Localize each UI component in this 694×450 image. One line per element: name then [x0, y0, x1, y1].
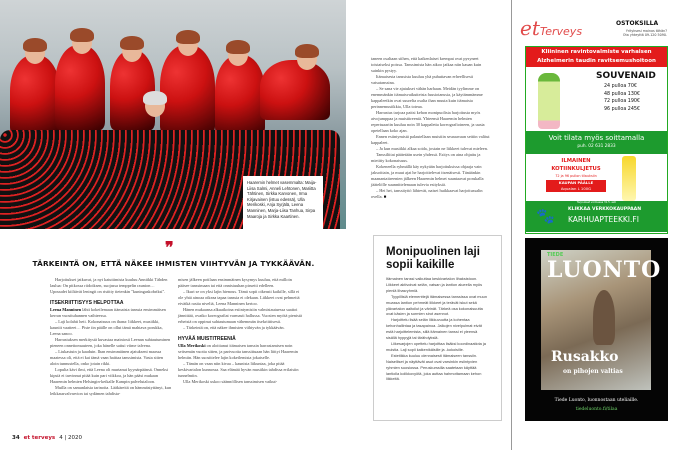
- paragraph: Itämaisesta tanssista kuuluu yhä puhuttavan erheellisesti vatsatanssina.: [371, 74, 474, 85]
- paragraph: – Ja kun musiikki alkaa soida, jostain ne liikkeet tulevat mieleen.: [376, 146, 488, 151]
- ad-section-title: OSTOKSILLA: [616, 20, 659, 27]
- souvenaid-ad[interactable]: [525, 46, 668, 234]
- ad-contact-info: Yrityksesi mainos tähän? Ota yhteyttä 09-120 5090.: [622, 29, 667, 37]
- paragraph: Harjoittelu lisää selän liikkuvuutta ja kohentaa kehonhallintaa ja tasapainoa. Jalkojen nivelpulmat eivät estä harjoittelemista, sillä itämainen tanssi ei yleensä sisällä hyppyjä tai tärähdyksiä.: [386, 317, 482, 341]
- subscribe-link[interactable]: tiedeluonto.fi/tilaa: [575, 407, 618, 412]
- paw-icon: 🐾: [536, 207, 555, 225]
- article-column-1: [50, 277, 172, 397]
- paragraph: Muilla on samanlaisia tarinoita. Lääkäreitä on hämmästyttänyt, kun leikkausvalvarvion tai sydämen tahdista-: [50, 385, 172, 396]
- paragraph: Itämainen tanssi vaikuttaa keskivartalon lihaksistoon. Liikkeet aktivoivat selän, vatsan ja lantion alueella myös pieniä lihasryhmiä.: [386, 276, 483, 293]
- photo-caption: Haaremin helmet vasemmalta: Maija-Liisa Salmi, Anneli Lehtonen, Mariitta Tähtinen, Sirkka Karvonen, Irma Kirjavainen (istuu edessä), Ulla Merikoski, Anja Syrjälä, Leena Manninen, Marja-Liisa Tanhua, Sirpa Maaroja ja Sirkka Kaartinen.: [243, 176, 323, 229]
- person-name: Leena Manninen: [50, 307, 82, 312]
- paragraph: Ennen esiintymistä palautellaan muistiin seuraavaan settiin valitut kappaleet.: [371, 134, 490, 145]
- issue-number: 4 | 2020: [59, 435, 83, 441]
- subheading: ITSEKRIITTISYYS HELPOTTAA: [50, 300, 124, 306]
- paragraph: Lopulta kävi ilmi, että Leena oli murtanut kyynärpäänsä. Onneksi kipsiä ei tarvinnut pitää kuin pari viikkoa, ja hän pääsi mukaan Haaremin helmien Helsingin-keikalle Kampin palvelutaloon.: [50, 367, 169, 384]
- paragraph: taneen osaltaan siihen, että kaikenlaiset krempat ovat pysyneet toistaiseksi poissa. Tanssimista hän aikoo jatkaa niin kauan kuin suinkin pystyy.: [371, 56, 482, 73]
- quote-icon: ❞: [165, 238, 174, 257]
- order-by-phone: Voit tilata myös soittamalla puh. 02 631 2833: [526, 131, 667, 154]
- paragraph: Tanssiliitat päätetään usein yhdessä. Esitys on aina ohjattu ja mietitty kokonaisuus.: [371, 152, 481, 163]
- paragraph: Harjoitukset jatkuvat, ja nyt kaiuttimista kuuluu Anniikki Tähden laulua: On pitkossa riidoiksen, suojassa temppelin raunion… Upouudet kiiltävät leningit on ristitty tietenkin "kuningaskobriksi".: [50, 277, 168, 294]
- product-name: SOUVENAID: [596, 71, 656, 81]
- paragraph: Harrastuksen merkitystä kuvastaa mainiosti Leenan suhtautuminen pieneen onnettomuuteen, joka hänelle sattui viime talvena.: [50, 337, 171, 348]
- paragraph: on aloittanut itämaisen tanssin harrastamisen noin seitsemän vuotta sitten, ja parivuotta tanssittuaan hän liittyi Haaremin helmiin. Hän suosittelee lajin kokeilemista jokaiselle.: [178, 343, 298, 360]
- shop-link[interactable]: Tarjoukset voimassa 31.5. asti 🐾 KLIKKAA VERKKOKAUPPAAN KARHUAPTEEKKI.FI: [526, 201, 667, 232]
- magazine-cover-image: TIEDE LUONTO Rusakko on pihojen valtias: [541, 250, 651, 390]
- paragraph: misen jälkeen potilaan ensimmäinen kysymys kuuluu, että milloin pääsee tanssimaan tai että onnistuuhan piruetti edelleen.: [178, 277, 292, 288]
- paragraph: Estetiikka kuuluu olennaisesti itämaiseen tanssiin. Naiselliset ja näyttävät asut ovat varsinkin esiintyvien ryhmien suosiossa. Peruskurssilla saatetaan käyttää lantiolla kolikkovyötä, joka auttaa hahmottamaan kehon liikkeitä.: [386, 352, 482, 382]
- paragraph: – Laji kolahti heti. Kokonaisuus on ihana: liikkeet, musiikki, kauniit vaatteet… Piste iin päälle on ollut tämä mahtava porukka, Leena sanoo.: [50, 319, 163, 336]
- paragraph: – Se sana vie ajatukset vähän harhaan. Meidän tyylimme on enemmänkin itämaisvaikutteista fuusiotanssia, ja käytämmämme kappaleetkin ovat suurelta osalta ihan muuta kuin itämaista perinnemusiikkia, Ulla toteaa.: [371, 86, 483, 109]
- page-number: 34: [12, 435, 20, 441]
- tiede-luonto-ad[interactable]: [525, 238, 668, 421]
- paragraph: – Ikuri se on yksi lajin hienous. Tämä sopii oikeasti kaikille, sillä ei ole yhtä ainoaa oikeaa tapaa tanssia ei olekaan. Liikkeet ovat pehmeitä eivätkä rasita niveliä, Leena Manninen kertoo.: [178, 289, 300, 306]
- ad-banner: Kliininen ravintovalmiste varhaisen Alzheimerin taudin ravitsemushoitoon: [526, 47, 667, 67]
- product-bottle-image: [538, 73, 560, 129]
- article-column-2: [178, 277, 302, 385]
- magazine-name: et terveys: [23, 435, 56, 441]
- paragraph: – Tämän on vaan niin kivaa – kaunista liikuntaa, joka pitää keskivartalon kunnossa. Saa elämää hyvän musiikin tahdissa erilaisiin tunnelmiin.: [178, 361, 299, 378]
- paragraph: Liikesarjojen opettelu harjoittaa lisäksi koordinaatiota ja muistia. Laji sopii kaikenikäisille ja -kokoisille.: [386, 340, 486, 352]
- paragraph: Hänen mukaansa alkuaikoina esiintymisiin valmistautuessa saattoi jännittää, ovatko koreografiat varmasti hallussa. Vuosien myötä pienistä erheistä on oppinut suhtautumaan vähemmän itsekriittisesti.: [178, 307, 302, 324]
- paragraph: – Liukastuin ja kaaduin. Ihan ensimmäinen ajatukseni maassa maatessa oli, että ei kai tämä vaan haittaa tanssimista. Vasta sitten aloin tunnustella, onko jotain rikki.: [50, 349, 164, 366]
- page-footer: [12, 435, 82, 441]
- person-name: Ulla Merikoski: [178, 343, 206, 348]
- end-mark-icon: ■: [383, 194, 387, 199]
- info-box-title: Monipuolinen laji sopii kaikille: [386, 246, 480, 271]
- ad-tagline: Tiede Luonto, luonnostaan uteliaille.: [554, 398, 639, 403]
- price-list: 24 pulloa 70€ 48 pulloa 130€ 72 pulloa 190€ 96 pulloa 245€: [604, 84, 640, 112]
- paragraph: – Tärkeintä on, että näkee ihmisten viihtyvän ja tykkäävän.: [183, 325, 285, 330]
- paragraph: Ulla Merikoski uskoo säännöllisen tanssimisen vaikut-: [183, 379, 278, 384]
- free-delivery: ILMAINEN KOTIINKULJETUS 72 ja 96 pullon tilauksiin KAUPAN PÄÄLLE Aqualan L 100G: [536, 157, 616, 193]
- column-divider: [511, 0, 512, 450]
- info-box: [373, 235, 502, 421]
- article-column-3: [371, 56, 493, 200]
- paragraph: Kokeneella ryhmällä käy nykyään harjoituksissa ohjaaja vain jaksoittain, ja muut ajat he harjoittelevat itsenäisesti. Tänäänkin maanantaitreenien jälkeen Haaremin helmet suuntaavat porukalla jäätelölle suunnittelemaan tulevia esityksiä.: [371, 164, 484, 187]
- subheading: HYVÄÄ MUISTITREENIÄ: [178, 336, 236, 342]
- paragraph: lähti kokeilemaan itämaista tanssia ensimmäisen kerran vuosituhannen vaihteessa.: [50, 307, 166, 318]
- et-terveys-logo: etTerveys: [520, 16, 583, 40]
- paragraph: Harrastus tarjoaa paitsi kehon monipuolista harjoitusta myös aivojumppaa ja muistitreeniä. Yhteensä Haaremin helmien repertuaariin kuuluu noin 30 kappaletta koreografioineen, ja uusia opetellaan koko ajan.: [371, 110, 485, 133]
- pull-quote-headline: TÄRKEINTÄ ON, ETTÄ NÄKEE IHMISTEN VIIHTYVÄN JA TYKKÄÄVÄN.: [32, 259, 315, 268]
- aqualan-tube-image: [622, 156, 636, 201]
- paragraph: – Hei hei, tanssityttö lähtevät, naiset huikkaavat harjoitussalin ovella.: [371, 188, 483, 199]
- paragraph: Tyypillisiä elementtejä itämaisessa tanssissa ovat muun muassa lantion pehmeät liikkeet ja terävät iskut sekä ylävartalon aaltoilut ja värinät. Tärkeä osa kokonaisuutta ovat käsien ja sormien sirot asennot.: [386, 293, 488, 317]
